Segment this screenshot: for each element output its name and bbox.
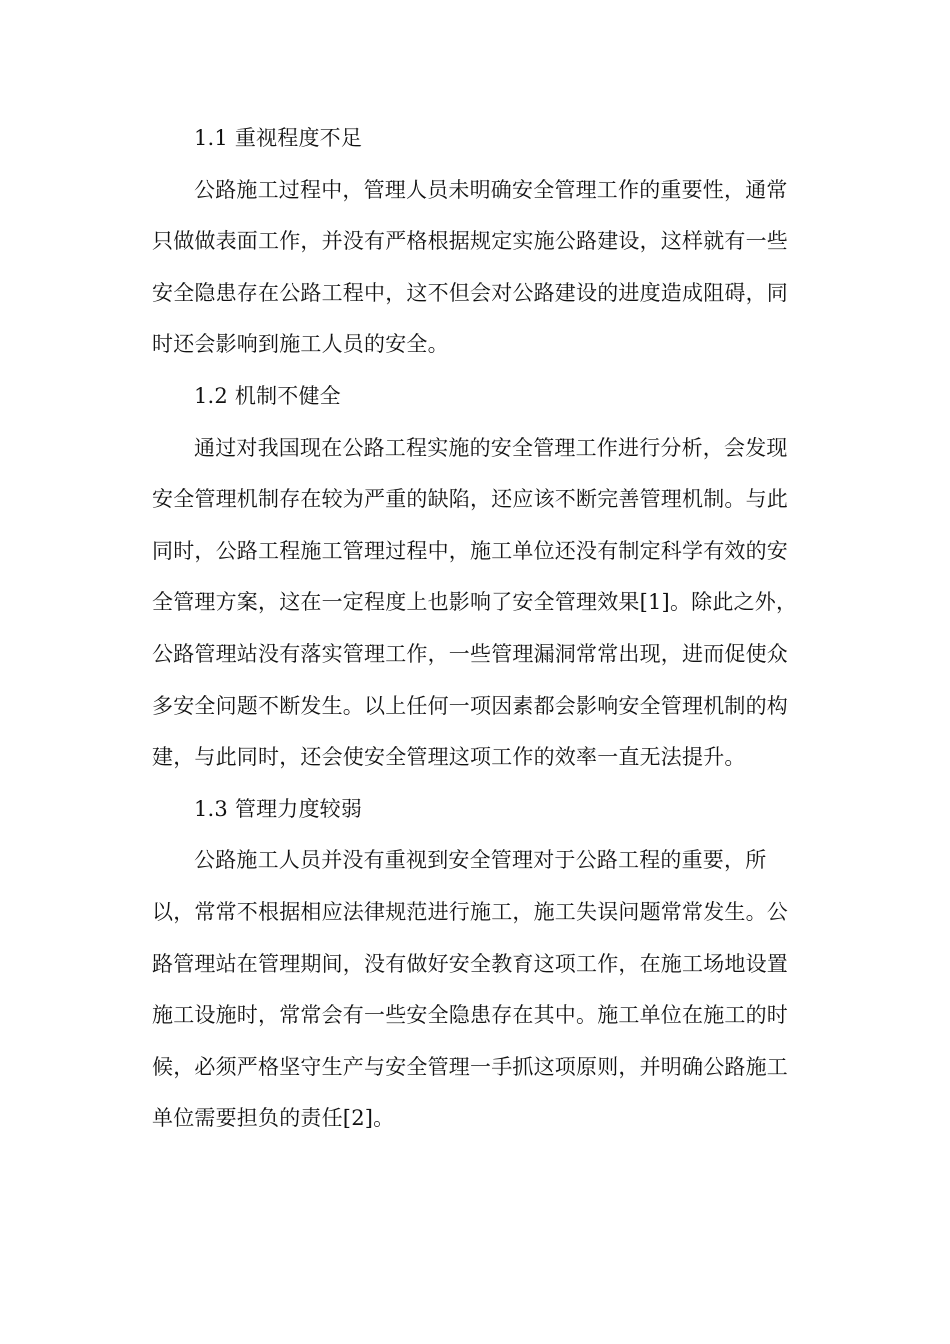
section-heading-1-2: 1.2 机制不健全 (194, 383, 341, 408)
section-heading-1-1: 1.1 重视程度不足 (194, 126, 363, 150)
section-1-2-paragraph: 通过对我国现在公路工程实施的安全管理工作进行分析，会发现安全管理机制存在较为严重的缺陷，还应该不断完善管理机制。与此同时，公路工程施工管理过程中，施工单位还没有制定科学有效的安全管理方案，这在一定程度上也影响了安全管理效果[1]。除此之外，公路管理站没有落实管理工作，一些管理漏洞常常出现，进而促使众多安全问题不断发生。以上任何一项因素都会影响安全管理机制的构建，与此同时，还会使安全管理这项工作的效率一直无法提升。 (152, 435, 798, 770)
section-1-3-paragraph: 公路施工人员并没有重视到安全管理对于公路工程的重要，所以，常常不根据相应法律规范进行施工，施工失误问题常常发生。公路管理站在管理期间，没有做好安全教育这项工作，在施工场地设置施工设施时，常常会有一些安全隐患存在其中。施工单位在施工的时候，必须严格坚守生产与安全管理一手抓这项原则，并明确公路施工单位需要担负的责任[2]。 (152, 848, 788, 1131)
section-heading-1-3: 1.3 管理力度较弱 (194, 796, 363, 821)
document-body (152, 113, 799, 1145)
section-1-1-paragraph: 公路施工过程中，管理人员未明确安全管理工作的重要性，通常只做做表面工作，并没有严格根据规定实施公路建设，这样就有一些安全隐患存在公路工程中，这不但会对公路建设的进度造成阻碍，同时还会影响到施工人员的安全。 (152, 177, 788, 357)
